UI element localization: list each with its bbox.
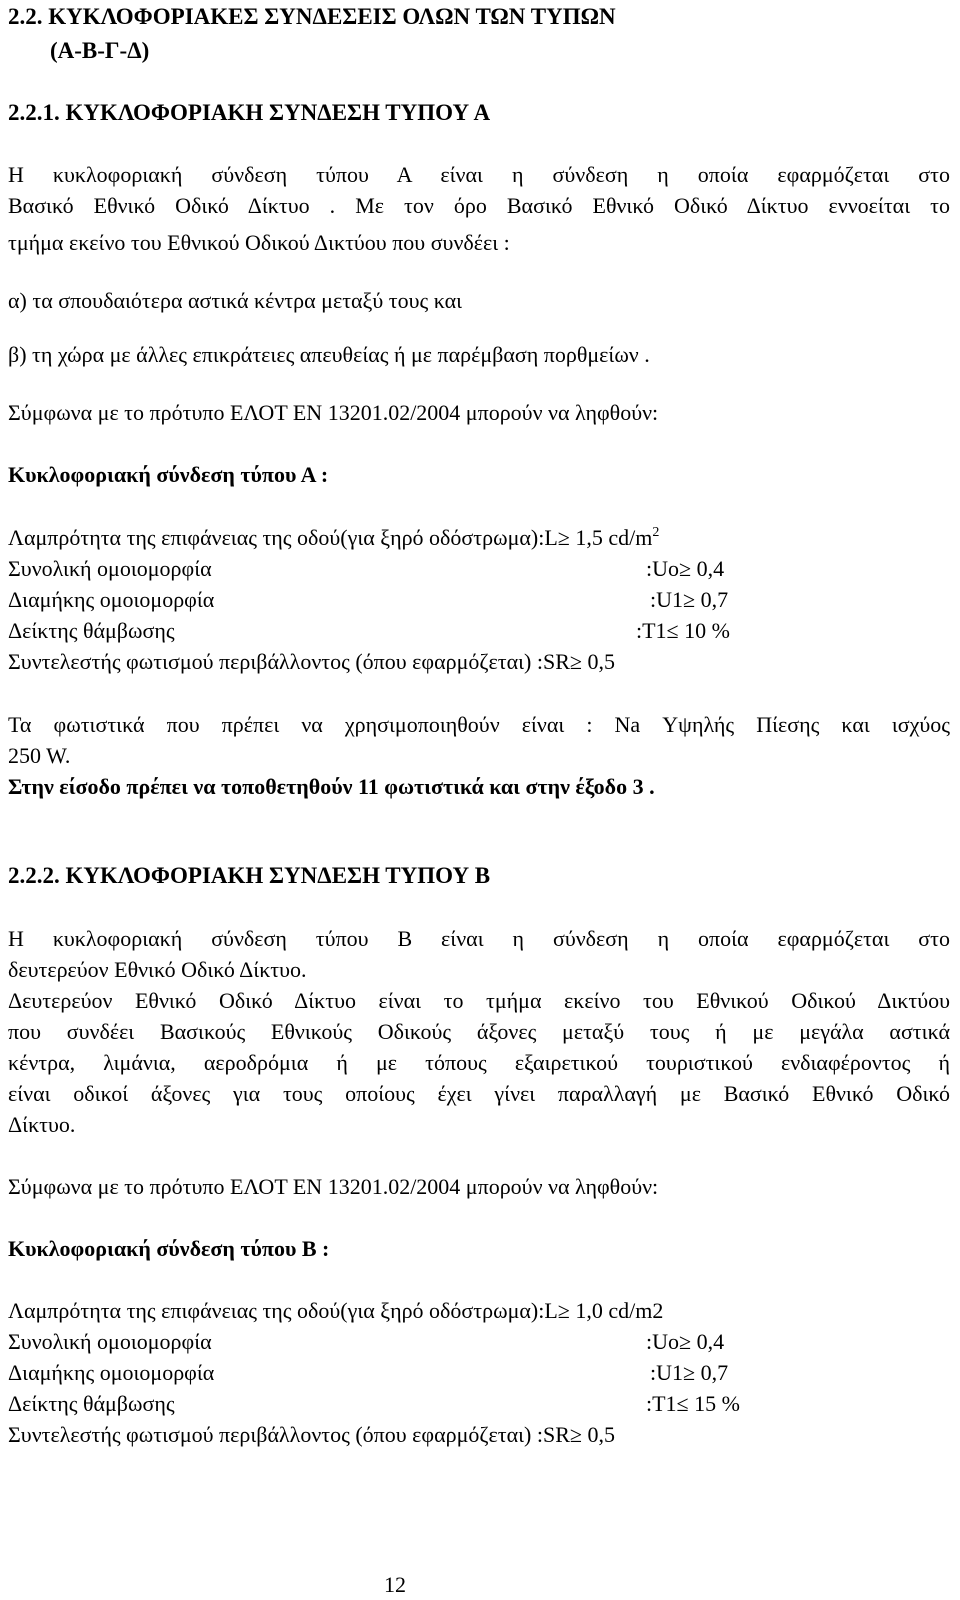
criterion-value: 1,0 cd/m2 [569, 1298, 664, 1323]
criterion-label: Λαμπρότητα της επιφάνειας της οδού(για ξηρό οδόστρωμα):L [8, 1298, 558, 1323]
paragraph-line: Η κυκλοφοριακή σύνδεση τύπου Α είναι η σύνδεση η οποία εφαρμόζεται στο [8, 162, 950, 187]
type-a-title: Κυκλοφοριακή σύνδεση τύπου Α : [8, 462, 329, 487]
paragraph-line: δευτερεύον Εθνικό Οδικό Δίκτυο. [8, 957, 307, 982]
criterion-glare-index [8, 616, 175, 646]
subsection-heading-type-b: 2.2.2. ΚΥΚΛΟΦΟΡΙΑΚΗ ΣΥΝΔΕΣΗ ΤΥΠΟΥ Β [8, 863, 491, 888]
criterion-luminance [8, 523, 659, 553]
lamps-line: 250 W. [8, 743, 71, 768]
section-heading-continued: (Α-Β-Γ-Δ) [50, 38, 150, 63]
superscript: 2 [652, 525, 660, 540]
entry-exit-lamps: Στην είσοδο πρέπει να τοποθετηθούν 11 φωτιστικά και στην έξοδο 3 . [8, 774, 655, 799]
criterion-glare-index [8, 1389, 175, 1419]
criterion-label: Δείκτης θάμβωσης [8, 618, 175, 643]
criterion-value: :U1≥ 0,7 [650, 1360, 729, 1385]
paragraph-line: τμήμα εκείνο του Εθνικού Οδικού Δικτύου που συνδέει : [8, 230, 510, 255]
criterion-label: Συνολική ομοιομορφία [8, 1329, 212, 1354]
section-heading: 2.2. ΚΥΚΛΟΦΟΡΙΑΚΕΣ ΣΥΝΔΕΣΕΙΣ ΟΛΩΝ ΤΩΝ ΤΥΠΩΝ [8, 4, 616, 29]
paragraph-line: Δίκτυο. [8, 1112, 76, 1137]
criterion-surround-ratio: Συντελεστής φωτισμού περιβάλλοντος (όπου εφαρμόζεται) :SR≥ 0,5 [8, 649, 615, 674]
criterion-label: Διαμήκης ομοιομορφία [8, 1360, 215, 1385]
criterion-value: :T1≤ 10 % [636, 618, 730, 643]
type-b-title: Κυκλοφοριακή σύνδεση τύπου Β : [8, 1236, 330, 1261]
paragraph-line: Η κυκλοφοριακή σύνδεση τύπου Β είναι η σύνδεση η οποία εφαρμόζεται στο [8, 926, 950, 951]
ge-symbol: ≥ [557, 525, 570, 550]
list-item-b: β) τη χώρα με άλλες επικράτειες απευθείας ή με παρέμβαση πορθμείων . [8, 342, 650, 367]
criterion-label: Δείκτης θάμβωσης [8, 1391, 175, 1416]
paragraph-line: Βασικό Εθνικό Οδικό Δίκτυο . Με τον όρο Βασικό Εθνικό Οδικό Δίκτυο εννοείται το [8, 193, 950, 218]
criterion-label: Συνολική ομοιομορφία [8, 556, 212, 581]
list-item-a: α) τα σπουδαιότερα αστικά κέντρα μεταξύ τους και [8, 288, 463, 313]
criterion-label: Διαμήκης ομοιομορφία [8, 587, 215, 612]
subsection-heading-type-a: 2.2.1. ΚΥΚΛΟΦΟΡΙΑΚΗ ΣΥΝΔΕΣΗ ΤΥΠΟΥ Α [8, 100, 491, 125]
criterion-surround-ratio: Συντελεστής φωτισμού περιβάλλοντος (όπου εφαρμόζεται) :SR≥ 0,5 [8, 1422, 615, 1447]
criterion-overall-uniformity [8, 554, 212, 584]
lamps-line: Τα φωτιστικά που πρέπει να χρησιμοποιηθούν είναι : Na Υψηλής Πίεσης και ισχύος [8, 712, 950, 737]
criterion-value: 1,5 cd/m [569, 525, 653, 550]
ge-symbol: ≥ [557, 1298, 570, 1323]
paragraph-line: κέντρα, λιμάνια, αεροδρόμια ή με τόπους εξαιρετικού τουριστικού ενδιαφέροντος ή [8, 1050, 950, 1075]
page-number: 12 [384, 1572, 406, 1597]
paragraph-line: είναι οδικοί άξονες για τους οποίους έχει γίνει παραλλαγή με Βασικό Εθνικό Οδικό [8, 1081, 950, 1106]
standard-reference: Σύμφωνα με το πρότυπο ΕΛΟΤ ΕΝ 13201.02/2004 μπορούν να ληφθούν: [8, 1174, 659, 1199]
criterion-value: :Uo≥ 0,4 [646, 556, 725, 581]
criterion-label: Λαμπρότητα της επιφάνειας της οδού(για ξηρό οδόστρωμα):L [8, 525, 558, 550]
criterion-value: :Uo≥ 0,4 [646, 1329, 725, 1354]
criterion-value: :T1≤ 15 % [646, 1391, 740, 1416]
criterion-luminance [8, 1296, 663, 1326]
criterion-value: :U1≥ 0,7 [650, 587, 729, 612]
paragraph-line: που συνδέει Βασικούς Εθνικούς Οδικούς άξονες μεταξύ τους ή με μεγάλα αστικά [8, 1019, 950, 1044]
standard-reference: Σύμφωνα με το πρότυπο ΕΛΟΤ ΕΝ 13201.02/2004 μπορούν να ληφθούν: [8, 400, 659, 425]
criterion-longitudinal-uniformity [8, 585, 214, 615]
paragraph-line: Δευτερεύον Εθνικό Οδικό Δίκτυο είναι το τμήμα εκείνο του Εθνικού Οδικού Δικτύου [8, 988, 950, 1013]
criterion-overall-uniformity [8, 1327, 212, 1357]
criterion-longitudinal-uniformity [8, 1358, 214, 1388]
